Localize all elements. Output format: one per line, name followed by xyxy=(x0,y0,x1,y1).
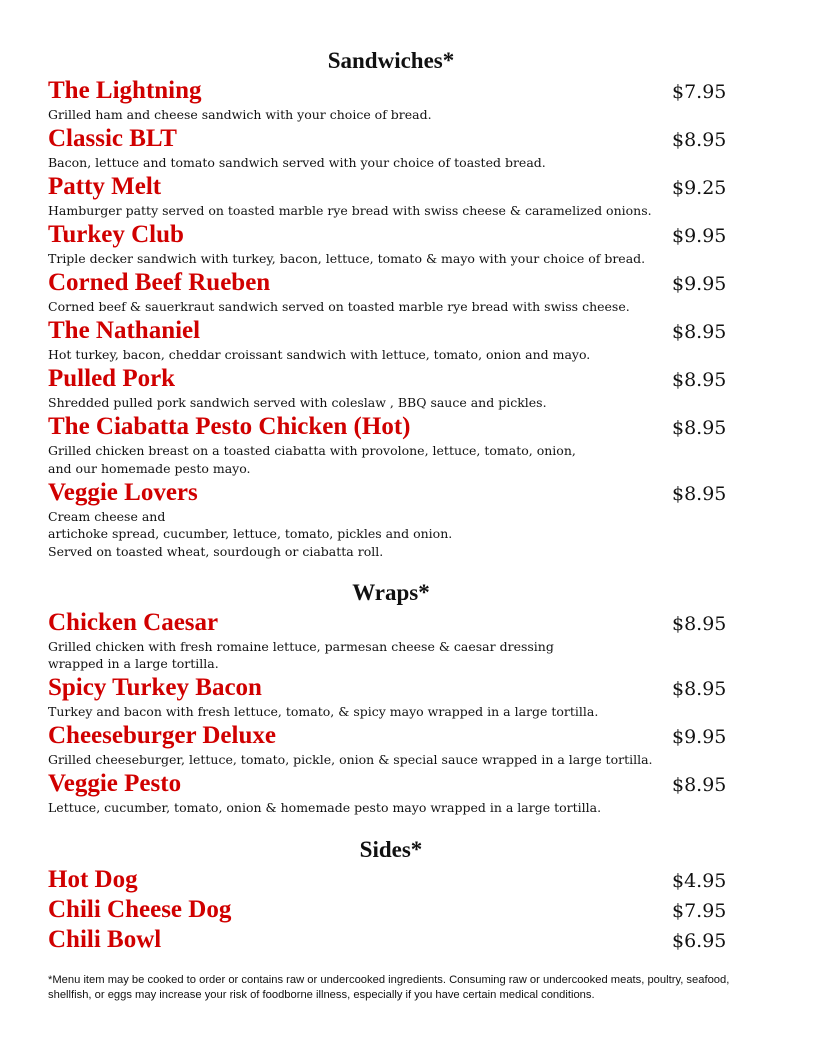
menu-item xyxy=(48,220,734,268)
menu-item xyxy=(48,364,734,412)
item-price: $8.95 xyxy=(672,417,727,439)
item-name: Pulled Pork xyxy=(48,365,176,392)
item-name: The Ciabatta Pesto Chicken (Hot) xyxy=(48,413,411,440)
item-price: $9.95 xyxy=(672,225,727,247)
menu-item xyxy=(48,925,734,955)
item-description: Grilled ham and cheese sandwich with your choice of bread. xyxy=(48,107,432,122)
item-name: Chili Cheese Dog xyxy=(48,896,232,923)
item-name: Cheeseburger Deluxe xyxy=(48,722,276,749)
item-name: The Lightning xyxy=(48,77,202,104)
menu-item xyxy=(48,608,734,674)
item-name: Veggie Lovers xyxy=(48,478,198,506)
menu-item xyxy=(48,412,734,478)
item-price: $9.95 xyxy=(672,273,727,295)
item-description: Grilled chicken with fresh romaine lettuce, parmesan cheese & caesar dressing wrapped in a large tortilla. xyxy=(48,638,554,671)
allergen-footnote: *Menu item may be cooked to order or contains raw or undercooked ingredients. Consuming raw or undercooked meats, poultry, seafood, shellfish, or eggs may increase your risk of foodborne illness, especially if you have certain medical conditions. xyxy=(48,974,730,1001)
item-name: Turkey Club xyxy=(48,221,184,248)
item-name: Spicy Turkey Bacon xyxy=(48,674,262,701)
item-price: $7.95 xyxy=(672,900,727,922)
menu-item xyxy=(48,172,734,220)
menu-item xyxy=(48,478,734,561)
item-price: $8.95 xyxy=(672,129,727,151)
item-description: Grilled cheeseburger, lettuce, tomato, pickle, onion & special sauce wrapped in a large tortilla. xyxy=(48,752,653,767)
section-title: Sandwiches* xyxy=(327,48,455,73)
item-name: Patty Melt xyxy=(48,173,162,200)
item-description: Lettuce, cucumber, tomato, onion & homemade pesto mayo wrapped in a large tortilla. xyxy=(48,800,602,815)
item-price: $8.95 xyxy=(672,321,727,343)
item-description: Triple decker sandwich with turkey, bacon, lettuce, tomato & mayo with your choice of bread. xyxy=(48,251,646,266)
item-price: $8.95 xyxy=(672,369,727,391)
item-description: Hamburger patty served on toasted marble rye bread with swiss cheese & caramelized onions. xyxy=(48,203,652,218)
item-name: Veggie Pesto xyxy=(48,770,182,797)
item-price: $4.95 xyxy=(672,870,727,892)
item-price: $8.95 xyxy=(672,774,727,796)
item-description: Shredded pulled pork sandwich served with coleslaw , BBQ sauce and pickles. xyxy=(48,395,547,410)
item-name: Chili Bowl xyxy=(48,926,162,953)
item-price: $8.95 xyxy=(672,612,727,635)
menu-item xyxy=(48,865,734,895)
section-title: Sides* xyxy=(359,837,423,862)
item-price: $9.25 xyxy=(672,177,727,199)
item-name: Classic BLT xyxy=(48,125,177,152)
item-price: $8.95 xyxy=(672,678,727,700)
menu-item xyxy=(48,124,734,172)
menu-page xyxy=(48,46,734,955)
item-price: $8.95 xyxy=(672,482,727,505)
section-sandwiches xyxy=(48,46,734,561)
menu-item xyxy=(48,268,734,316)
section-spacer xyxy=(48,561,734,578)
item-description: Cream cheese and artichoke spread, cucumber, lettuce, tomato, pickles and onion. Served on toasted wheat, sourdough or ciabatta roll. xyxy=(48,508,453,559)
menu-item xyxy=(48,769,734,817)
menu-item xyxy=(48,721,734,769)
item-description: Hot turkey, bacon, cheddar croissant sandwich with lettuce, tomato, onion and mayo. xyxy=(48,347,591,362)
section-spacer xyxy=(48,817,734,835)
item-price: $9.95 xyxy=(672,726,727,748)
item-price: $7.95 xyxy=(672,81,727,103)
menu-item xyxy=(48,673,734,721)
item-name: Chicken Caesar xyxy=(48,608,219,636)
item-description: Grilled chicken breast on a toasted ciabatta with provolone, lettuce, tomato, onion, and our homemade pesto mayo. xyxy=(48,443,576,476)
item-description: Turkey and bacon with fresh lettuce, tomato, & spicy mayo wrapped in a large tortilla. xyxy=(48,704,599,719)
item-description: Corned beef & sauerkraut sandwich served on toasted marble rye bread with swiss cheese. xyxy=(48,299,630,314)
item-price: $6.95 xyxy=(672,930,727,952)
section-wraps xyxy=(48,578,734,818)
section-title: Wraps* xyxy=(352,579,430,605)
section-sides xyxy=(48,835,734,955)
menu-item xyxy=(48,895,734,925)
item-name: Hot Dog xyxy=(48,866,138,893)
item-name: Corned Beef Rueben xyxy=(48,269,271,296)
item-name: The Nathaniel xyxy=(48,317,201,344)
menu-item xyxy=(48,316,734,364)
item-description: Bacon, lettuce and tomato sandwich served with your choice of toasted bread. xyxy=(48,155,546,170)
menu-item xyxy=(48,76,734,124)
